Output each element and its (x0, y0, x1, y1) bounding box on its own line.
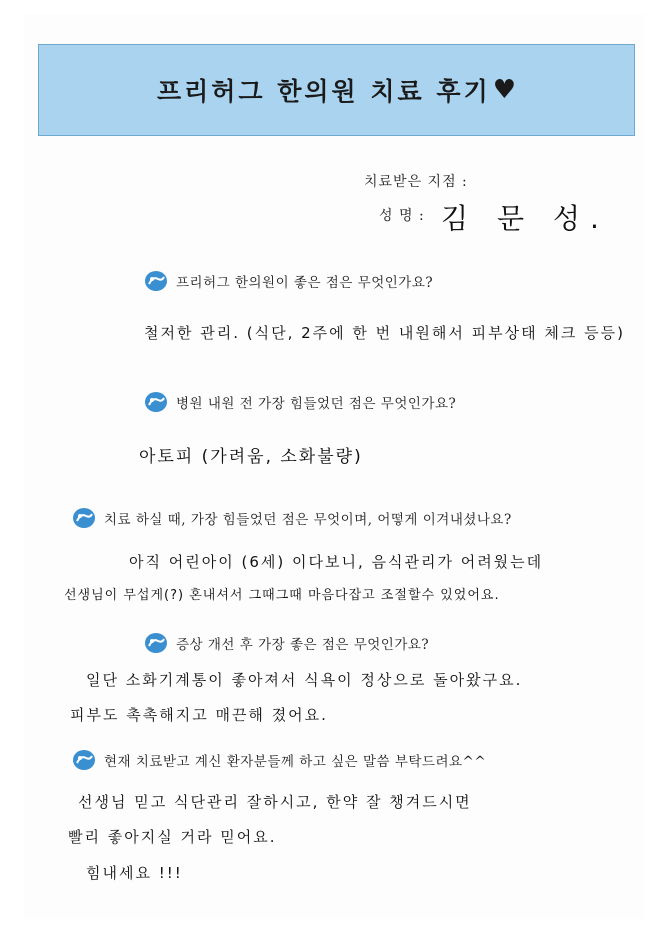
heart-icon: ♥ (492, 75, 517, 105)
clinic-logo-icon (144, 632, 168, 654)
clinic-logo-icon (144, 270, 168, 292)
page-title: 프리허그 한의원 치료 후기 (156, 77, 491, 106)
clinic-logo-icon (72, 749, 96, 771)
clinic-logo-icon (72, 507, 96, 529)
answer-line: 아직 어린아이 (6세) 이다보니, 음식관리가 어려웠는데 (129, 553, 544, 571)
answer-line: 힘내세요 !!! (86, 864, 183, 882)
answer-line: 일단 소화기계통이 좋아져서 식욕이 정상으로 돌아왔구요. (86, 671, 523, 689)
branch-label: 치료받은 지점 : (364, 174, 468, 190)
answer-line: 선생님 믿고 식단관리 잘하시고, 한약 잘 챙겨드시면 (78, 793, 472, 811)
question-2 (144, 391, 456, 413)
question-1 (144, 270, 433, 292)
name-value: 김 문 성. (441, 202, 609, 235)
branch-row (364, 171, 468, 191)
question-4 (144, 632, 429, 654)
title-banner (38, 44, 635, 136)
clinic-logo-icon (144, 391, 168, 413)
question-text: 병원 내원 전 가장 힘들었던 점은 무엇인가요? (176, 396, 457, 412)
question-text: 현재 치료받고 계신 환자분들께 하고 싶은 말씀 부탁드려요^^ (104, 754, 487, 770)
answer-line: 선생님이 무섭게(?) 혼내셔서 그때그때 마음다잡고 조절할수 있었어요. (64, 588, 500, 603)
answer-line: 아토피 (가려움, 소화불량) (139, 447, 363, 467)
question-3 (72, 507, 512, 529)
name-row (379, 205, 425, 225)
name-label: 성 명 : (379, 208, 425, 224)
answer-line: 철저한 관리. (식단, 2주에 한 번 내원해서 피부상태 체크 등등) (144, 324, 625, 342)
question-text: 치료 하실 때, 가장 힘들었던 점은 무엇이며, 어떻게 이겨내셨나요? (104, 512, 512, 528)
question-text: 증상 개선 후 가장 좋은 점은 무엇인가요? (176, 637, 430, 653)
review-sheet (24, 14, 644, 919)
answer-line: 빨리 좋아지실 거라 믿어요. (68, 828, 277, 846)
answer-line: 피부도 촉촉해지고 매끈해 졌어요. (70, 706, 328, 724)
question-text: 프리허그 한의원이 좋은 점은 무엇인가요? (176, 275, 434, 291)
question-5 (72, 749, 486, 771)
